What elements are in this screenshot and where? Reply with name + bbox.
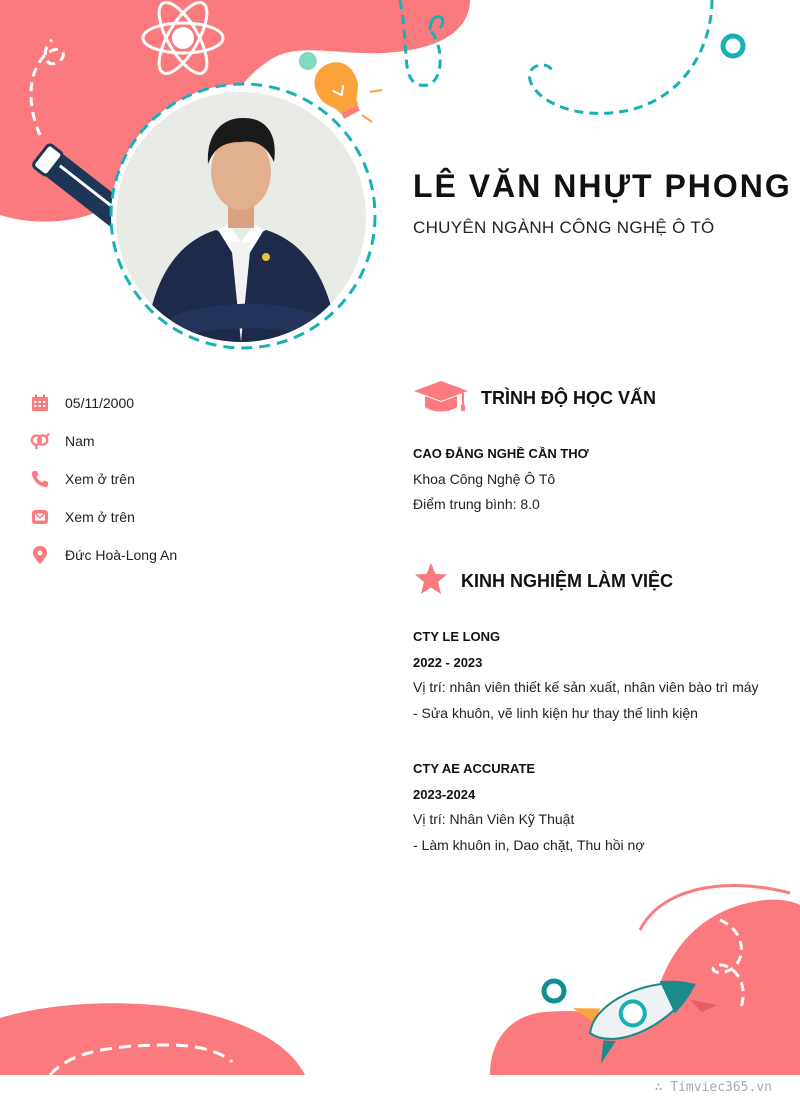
address-text: Đức Hoà-Long An [65,547,178,563]
job-entry [413,624,788,726]
email-icon [30,507,50,527]
gender-icon [30,431,50,451]
job-entry [413,756,788,858]
experience-title: KINH NGHIỆM LÀM VIỆC [461,570,674,591]
contact-address [30,536,360,574]
location-pin-icon [30,545,50,565]
phone-icon [30,469,50,489]
candidate-name: LÊ VĂN NHỰT PHONG [413,168,792,204]
email-text: Xem ở trên [65,509,135,525]
job-company: CTY AE ACCURATE [413,761,536,776]
birthdate-text: 05/11/2000 [65,395,135,411]
calendar-icon [30,393,50,413]
education-section [413,378,788,518]
teal-ring [723,36,743,56]
contact-gender [30,422,360,460]
education-title: TRÌNH ĐỘ HỌC VẤN [481,387,656,408]
faculty-name: Khoa Công Nghệ Ô Tô [413,470,556,487]
contact-phone [30,460,360,498]
contact-email [30,498,360,536]
bulb-ray [370,90,382,92]
education-header [413,378,788,418]
job-role: Vị trí: nhân viên thiết kế sản xuất, nhân viên bào trì máy [413,679,759,695]
gender-text: Nam [65,433,95,449]
teal-ring-bottom [544,981,564,1001]
phone-text: Xem ở trên [65,471,135,487]
contact-list [30,384,360,574]
job-company: CTY LE LONG [413,629,501,644]
candidate-title: CHUYÊN NGÀNH CÔNG NGHỆ Ô TÔ [413,218,715,237]
experience-section [413,561,788,858]
education-entry [413,441,788,518]
job-period: 2023-2024 [413,786,476,802]
contact-birthdate [30,384,360,422]
school-name: CAO ĐẲNG NGHỀ CẦN THƠ [413,446,589,461]
bottom-left-pink-blob [0,1003,305,1075]
bulb-ray [362,115,372,122]
experience-header [413,561,788,601]
gpa-text: Điểm trung bình: 8.0 [413,496,540,512]
graduation-cap-icon [413,379,469,418]
job-period: 2022 - 2023 [413,654,483,670]
dashed-curve-top-right [529,0,712,113]
watermark: ∴ Timviec365.vn [654,1080,772,1095]
job-description: - Làm khuôn in, Dao chặt, Thu hồi nợ [413,836,645,853]
star-icon [413,561,449,602]
job-role: Vị trí: Nhân Viên Kỹ Thuật [413,811,575,827]
job-description: - Sửa khuôn, vẽ linh kiện hư thay thế linh kiện [413,704,698,721]
profile-photo [116,92,366,342]
